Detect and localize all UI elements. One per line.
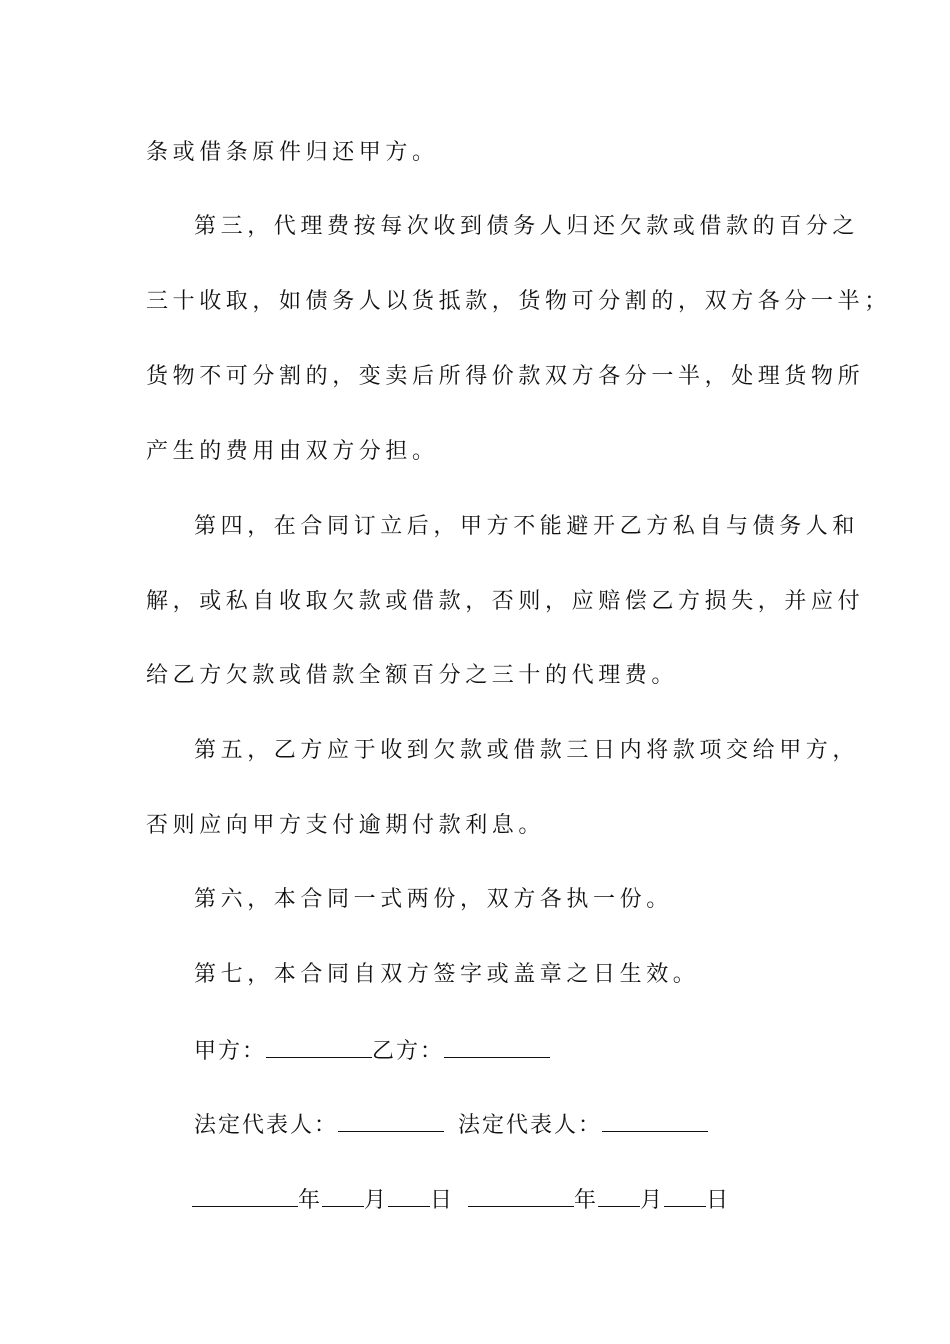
text-line-3: 三十收取，如债务人以货抵款，货物可分割的，双方各分一半； xyxy=(146,289,891,314)
date-a-month-blank[interactable] xyxy=(322,1184,364,1207)
party-signature-line xyxy=(194,1035,864,1067)
date-b-year-label: 年 xyxy=(574,1188,599,1213)
rep-a-blank[interactable] xyxy=(338,1109,444,1132)
date-a-day-blank[interactable] xyxy=(388,1184,430,1207)
date-line xyxy=(192,1184,862,1216)
text-line-4: 货物不可分割的，变卖后所得价款双方各分一半，处理货物所 xyxy=(146,364,865,389)
party-b-label: 乙方： xyxy=(372,1039,445,1064)
date-b-month-blank[interactable] xyxy=(598,1184,640,1207)
text-line-5: 产生的费用由双方分担。 xyxy=(146,439,439,464)
rep-b-label: 法定代表人： xyxy=(458,1113,603,1138)
date-b-day-label: 日 xyxy=(706,1188,731,1213)
text-line-9: 第五，乙方应于收到欠款或借款三日内将款项交给甲方， xyxy=(194,738,860,763)
party-b-blank[interactable] xyxy=(444,1035,550,1058)
date-a-year-label: 年 xyxy=(298,1188,323,1213)
text-line-1: 条或借条原件归还甲方。 xyxy=(146,140,439,165)
rep-b-blank[interactable] xyxy=(602,1109,708,1132)
date-a-month-label: 月 xyxy=(364,1188,389,1213)
party-a-blank[interactable] xyxy=(266,1035,372,1058)
text-line-7: 解，或私自收取欠款或借款，否则，应赔偿乙方损失，并应付 xyxy=(146,589,865,614)
text-line-11: 第六，本合同一式两份，双方各执一份。 xyxy=(194,887,673,912)
rep-a-label: 法定代表人： xyxy=(194,1113,339,1138)
date-b-month-label: 月 xyxy=(640,1188,665,1213)
text-line-8: 给乙方欠款或借款全额百分之三十的代理费。 xyxy=(146,663,679,688)
representative-line xyxy=(194,1109,864,1141)
text-line-10: 否则应向甲方支付逾期付款利息。 xyxy=(146,813,546,838)
text-line-12: 第七，本合同自双方签字或盖章之日生效。 xyxy=(194,962,700,987)
party-a-label: 甲方： xyxy=(194,1039,267,1064)
date-a-day-label: 日 xyxy=(430,1188,455,1213)
date-a-year-blank[interactable] xyxy=(192,1184,298,1207)
text-line-2: 第三，代理费按每次收到债务人归还欠款或借款的百分之 xyxy=(194,214,860,239)
date-b-day-blank[interactable] xyxy=(664,1184,706,1207)
date-b-year-blank[interactable] xyxy=(468,1184,574,1207)
text-line-6: 第四，在合同订立后，甲方不能避开乙方私自与债务人和 xyxy=(194,514,860,539)
